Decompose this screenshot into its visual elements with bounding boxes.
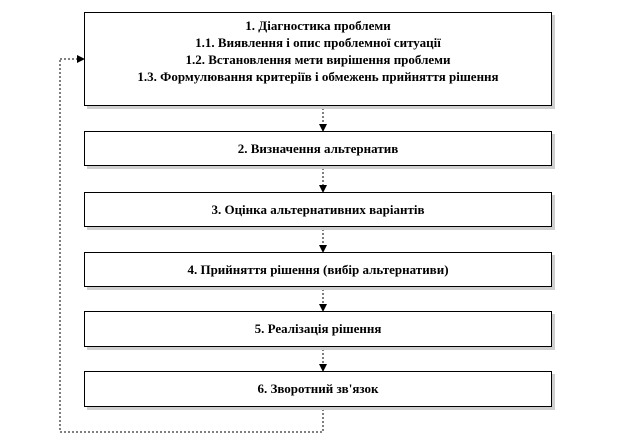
step-evaluation-box <box>84 192 552 227</box>
step-diagnostics-substep-1: 1.1. Виявлення і опис проблемної ситуації <box>195 35 441 50</box>
step-decision-box <box>84 252 552 287</box>
step-diagnostics-box <box>84 12 552 106</box>
step-evaluation-label: 3. Оцінка альтернативних варіантів <box>211 202 425 217</box>
step-alternatives-box <box>84 131 552 166</box>
step-diagnostics-title: 1. Діагностика проблеми <box>245 18 391 33</box>
step-alternatives-label: 2. Визначення альтернатив <box>237 141 399 156</box>
step-decision-label: 4. Прийняття рішення (вибір альтернативи) <box>187 262 449 277</box>
step-implementation-label: 5. Реалізація рішення <box>254 321 382 336</box>
step-implementation-box <box>84 311 552 347</box>
step-diagnostics-substep-3: 1.3. Формулювання критеріїв і обмежень прийняття рішення <box>137 69 499 84</box>
step-feedback-label: 6. Зворотний зв'язок <box>257 381 379 396</box>
step-diagnostics-substep-2: 1.2. Встановлення мети вирішення проблеми <box>185 52 451 67</box>
step-feedback-box <box>84 371 552 407</box>
